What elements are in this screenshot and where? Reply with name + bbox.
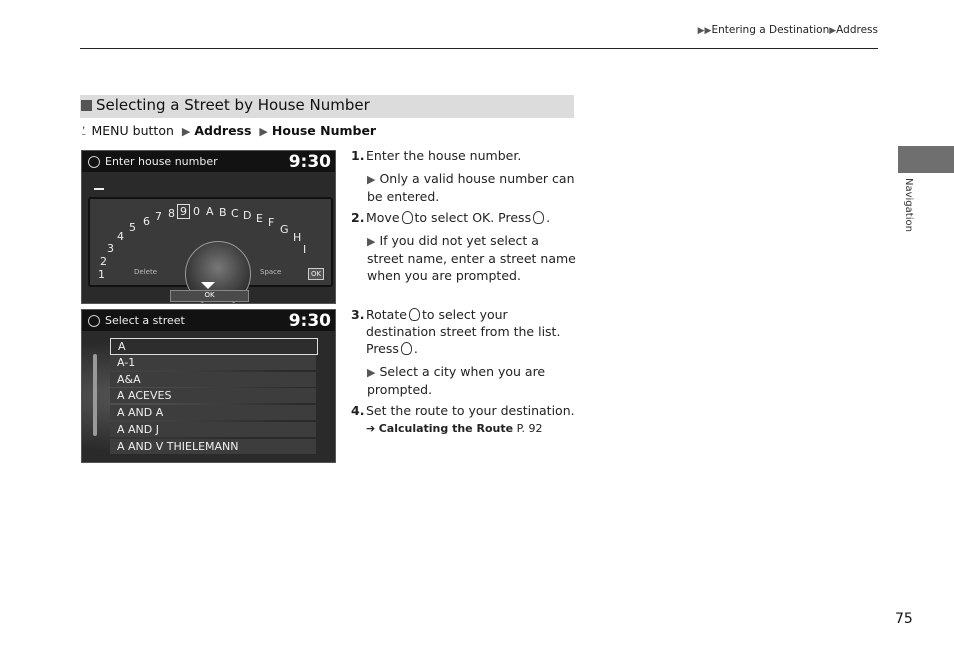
menu-path: [80, 123, 376, 139]
compass-icon: [88, 156, 100, 168]
section-title: [81, 96, 370, 114]
step-3: [351, 306, 508, 323]
menu-path-step-2: House Number: [271, 123, 377, 138]
screen-enter-house-number: [81, 150, 336, 304]
list-item[interactable]: [110, 439, 316, 454]
screen-title: Enter house number: [105, 155, 218, 168]
triangle-icon: ▶: [181, 125, 191, 138]
ok-small-button[interactable]: OK: [308, 268, 324, 280]
dial-char[interactable]: B: [219, 206, 227, 219]
dial-char[interactable]: D: [243, 209, 252, 222]
dial-char[interactable]: 1: [98, 268, 105, 281]
list-item-label: A AND V THIELEMANN: [117, 440, 239, 453]
section-title-text: Selecting a Street by House Number: [96, 96, 370, 114]
dial-char[interactable]: A: [206, 205, 214, 218]
step-text: .: [413, 341, 418, 356]
arrow-icon: ▶: [829, 26, 837, 36]
list-item-label: A&A: [117, 373, 141, 386]
square-bullet-icon: [81, 100, 92, 111]
cross-reference-link[interactable]: [366, 420, 542, 437]
step-number: 1.: [351, 148, 365, 163]
list-item[interactable]: [110, 372, 316, 387]
ok-label: OK: [472, 210, 491, 225]
menu-path-step-1: Address: [194, 123, 252, 138]
dial-char[interactable]: F: [268, 216, 275, 229]
menu-button-icon: ⍘: [80, 123, 88, 138]
input-cursor: [94, 188, 104, 190]
list-item[interactable]: [110, 355, 316, 370]
breadcrumb-part-1: Entering a Destination: [711, 24, 830, 36]
screen-header: [82, 151, 335, 172]
dial-char[interactable]: 4: [117, 230, 124, 243]
list-item-label: A AND J: [117, 423, 159, 436]
step-text: to select: [414, 210, 469, 225]
space-label[interactable]: Space: [260, 268, 282, 276]
note-text: If you did not yet select a street name, enter a street name when you are prompted.: [367, 233, 576, 283]
down-arrow-icon: [201, 282, 215, 289]
screen-header: [82, 310, 335, 331]
screen-select-street: [81, 309, 336, 463]
step-4: [351, 402, 575, 419]
step-1-note: [367, 170, 579, 205]
step-text: Set the route to your destination.: [366, 403, 575, 418]
menu-path-start: MENU button: [91, 123, 174, 138]
step-2: [351, 209, 550, 226]
breadcrumb: [698, 24, 878, 36]
step-text: . Press: [490, 210, 532, 225]
dial-char[interactable]: G: [280, 223, 289, 236]
dial-char[interactable]: 7: [155, 210, 162, 223]
dial-char[interactable]: 5: [129, 221, 136, 234]
step-text: destination street from the list.: [366, 324, 561, 339]
enter-button-icon: [533, 211, 544, 224]
step-number: 3.: [351, 307, 365, 322]
screen-title: Select a street: [105, 314, 185, 327]
step-number: 2.: [351, 210, 365, 225]
step-text: .: [546, 210, 551, 225]
chapter-tab: [898, 146, 954, 173]
dial-char[interactable]: 2: [100, 255, 107, 268]
rotate-knob-icon: [409, 308, 420, 321]
arrow-icon: ▶▶: [697, 26, 712, 36]
note-text: Only a valid house number can be entered.: [367, 171, 575, 204]
triangle-icon: ▶: [259, 125, 268, 138]
step-text: to select your: [421, 307, 508, 322]
list-item-label: A ACEVES: [117, 389, 172, 402]
reference-arrow-icon: ➔: [366, 422, 376, 435]
enter-button-icon: [401, 342, 412, 355]
breadcrumb-part-2: Address: [836, 24, 878, 36]
list-item[interactable]: [110, 388, 316, 403]
step-number: 4.: [351, 403, 365, 418]
dial-char[interactable]: I: [303, 243, 307, 256]
header-rule: [80, 48, 878, 49]
ok-button[interactable]: [170, 290, 249, 302]
clock: 9:30: [288, 311, 331, 331]
step-text: Move: [366, 210, 400, 225]
dial-char[interactable]: 0: [193, 205, 200, 218]
delete-label[interactable]: Delete: [134, 268, 157, 276]
ok-button-label: OK: [204, 291, 215, 299]
dial-char[interactable]: 8: [168, 207, 175, 220]
chapter-label: Navigation: [903, 178, 914, 232]
clock: 9:30: [288, 152, 331, 172]
step-text: Enter the house number.: [366, 148, 522, 163]
step-text: Press: [366, 341, 399, 356]
step-3-line-2: [366, 323, 560, 340]
list-item-label: A-1: [117, 356, 136, 369]
step-3-note: [367, 363, 579, 398]
joystick-icon: [402, 211, 413, 224]
step-1: [351, 147, 521, 164]
list-item[interactable]: [110, 338, 318, 355]
reference-page: P. 92: [516, 422, 543, 435]
triangle-icon: ▶: [367, 235, 376, 248]
dial-char[interactable]: 3: [107, 242, 114, 255]
list-item[interactable]: [110, 405, 316, 420]
page-number: 75: [895, 611, 913, 627]
step-3-line-3: [366, 340, 418, 357]
step-text: Rotate: [366, 307, 407, 322]
triangle-icon: ▶: [367, 366, 376, 379]
dial-char[interactable]: E: [256, 212, 263, 225]
reference-title: Calculating the Route: [378, 422, 514, 435]
dial-char[interactable]: H: [293, 231, 302, 244]
note-text: Select a city when you are prompted.: [367, 364, 546, 397]
dial-char-selected[interactable]: 9: [177, 204, 190, 219]
scrollbar[interactable]: [93, 354, 97, 436]
step-2-note: [367, 232, 579, 284]
triangle-icon: ▶: [367, 173, 376, 186]
dial-char[interactable]: 6: [143, 215, 150, 228]
compass-icon: [88, 315, 100, 327]
list-item-label: A: [118, 340, 126, 353]
list-item-label: A AND A: [117, 406, 164, 419]
dial-char[interactable]: C: [231, 207, 239, 220]
list-item[interactable]: [110, 422, 316, 437]
